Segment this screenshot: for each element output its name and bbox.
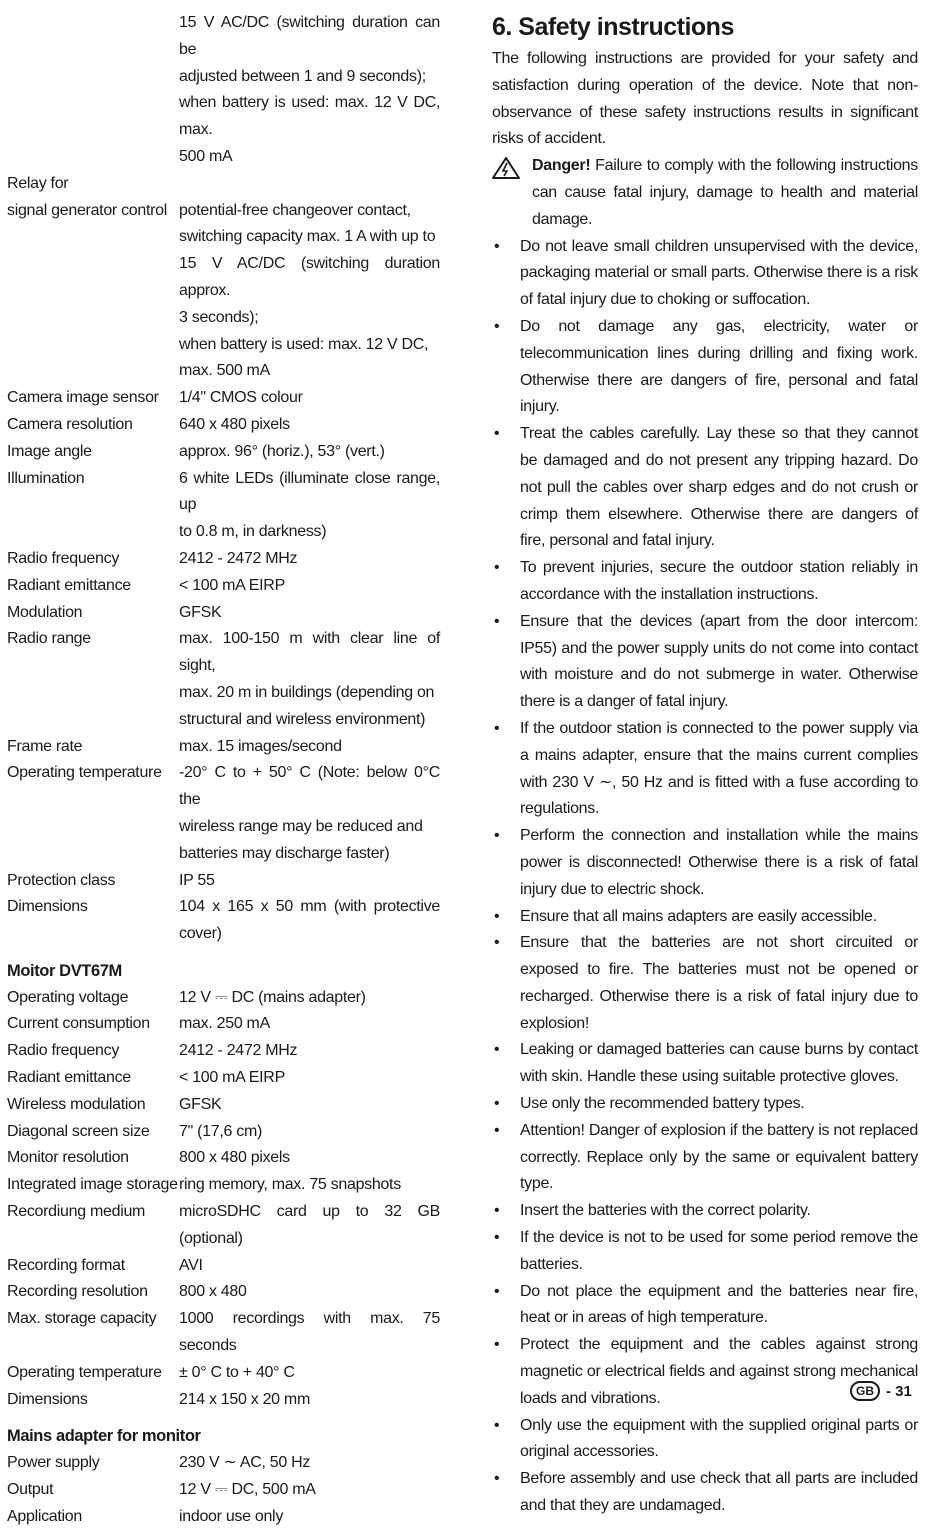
spec-label: Radio frequency [7,549,120,567]
spec-value [179,1065,440,1092]
monitor-specs [7,985,440,1414]
spec-row [7,600,440,627]
list-item-text: Do not place the equipment and the batteries near fire, heat or in areas of high temperature. [520,1282,918,1327]
spec-value-line: < 100 mA EIRP [179,1069,285,1087]
spec-label: Radiant emittance [7,1069,131,1087]
spec-label: Recording format [7,1256,125,1274]
spec-row [7,1199,440,1253]
list-item-text: Do not damage any gas, electricity, water or telecommunication lines during drilling and fixing work. Otherwise there are dangers of fire, personal and fatal injury. [520,317,918,416]
list-item-text: If the device is not to be used for some period remove the batteries. [520,1229,918,1273]
list-item [492,823,918,903]
spec-value-line: ring memory, max. 75 snapshots [179,1176,401,1194]
spec-value-line: IP 55 [179,871,215,889]
spec-value-line: 7" (17,6 cm) [179,1122,262,1140]
spec-value [179,466,440,546]
list-item [492,234,918,314]
spec-value-line: max. 100-150 m with clear line of sight, [179,630,440,675]
list-item-text: Perform the connection and installation while the mains power is disconnected! Otherwise there is a risk of fatal injury due to electric shock. [520,827,918,898]
bullet-icon: • [494,907,500,925]
list-item-text: Insert the batteries with the correct polarity. [520,1202,811,1220]
technical-data-column [7,10,440,1531]
language-badge: GB [850,1381,880,1401]
spec-value-line: max. 20 m in buildings (depending on [179,683,435,701]
intro-paragraph: The following instructions are provided for your safety and satisfaction during operation of the device. Note that non-observance of these safety instructions results in significant risks of accident. [492,50,918,148]
spec-value-line: -20° C to + 50° C (Note: below 0°C the [179,764,440,809]
bullet-icon: • [494,237,500,255]
spec-value [179,1279,440,1306]
spec-value-line: indoor use only [179,1507,284,1525]
spec-value-line: 500 mA [179,147,233,165]
spec-row [7,868,440,895]
bullet-icon: • [494,1202,500,1220]
list-item [492,1037,918,1091]
warning-triangle-icon [492,153,532,233]
bullet-icon: • [494,1041,500,1059]
spec-value-line: 2412 - 2472 MHz [179,549,298,567]
list-item-text: Do not leave small children unsupervised with the device, packaging material or small parts. Otherwise there is a risk of fatal injury due to choking or suffocation. [520,237,918,309]
spec-value [179,1387,440,1414]
spec-label: Max. storage capacity [7,1310,157,1328]
spec-row [7,1119,440,1146]
spec-row [7,171,440,198]
spec-row [7,1306,440,1360]
list-item-text: Only use the equipment with the supplied original parts or original accessories. [520,1416,918,1461]
spec-value [179,734,440,761]
list-item [492,609,918,716]
spec-value [179,1477,440,1504]
spec-value-line: 3 seconds); [179,308,259,326]
spec-value-line: AVI [179,1256,203,1274]
spec-value-line: batteries may discharge faster) [179,844,390,862]
list-item [492,1225,918,1279]
spec-value-line: GFSK [179,603,222,621]
spec-label: Illumination [7,469,85,487]
spec-value-line: when battery is used: max. 12 V DC, max. [179,94,440,139]
spec-label [7,10,179,171]
list-item [492,716,918,823]
spec-row [7,1279,440,1306]
spec-value-line: 1000 recordings with max. 75 seconds [179,1310,440,1355]
spec-value [179,10,440,171]
spec-value [179,760,440,867]
spec-value [179,385,440,412]
spec-value-line: 800 x 480 pixels [179,1149,290,1167]
spec-label: Camera image sensor [7,389,159,407]
spec-label: Monitor resolution [7,1149,129,1167]
spec-value [179,1253,440,1280]
list-item [492,421,918,555]
spec-value [179,985,440,1012]
list-item [492,1118,918,1198]
spec-row [7,1387,440,1414]
spec-value-line: microSDHC card up to 32 GB (optional) [179,1203,440,1247]
list-item [492,1466,918,1520]
spec-value [179,626,440,733]
spec-label: Operating voltage [7,988,129,1006]
spec-label: Radiant emittance [7,576,131,594]
spec-value-line: 2412 - 2472 MHz [179,1042,298,1060]
spec-value [179,1306,440,1360]
spec-label: Protection class [7,871,116,889]
spec-label: Integrated image storage [7,1176,178,1194]
danger-label: Danger! [532,157,591,175]
spec-value-line: 15 V AC/DC (switching duration approx. [179,255,440,299]
monitor-heading: Moitor DVT67M [7,961,122,980]
spec-value-line: switching capacity max. 1 A with up to [179,228,436,246]
spec-label: Dimensions [7,1390,88,1408]
spec-label: Recording resolution [7,1283,148,1301]
bullet-icon: • [494,719,500,737]
spec-value-line: adjusted between 1 and 9 seconds); [179,67,426,85]
spec-value [179,1119,440,1146]
bullet-icon: • [494,559,500,577]
danger-notice [492,153,918,233]
spec-value-line: when battery is used: max. 12 V DC, [179,335,429,353]
spec-label: Frame rate [7,737,83,755]
spec-value-line: 6 white LEDs (illuminate close range, up [179,469,440,514]
spec-row [7,1011,440,1038]
bullet-icon: • [494,612,500,630]
spec-label: signal generator control [7,201,168,219]
spec-row [7,1065,440,1092]
spec-label: Camera resolution [7,415,133,433]
spec-value [179,1145,440,1172]
spec-value [179,894,440,948]
spec-value-line: 230 V ∼ AC, 50 Hz [179,1454,311,1472]
spec-label: Application [7,1507,82,1525]
spec-value-line: 104 x 165 x 50 mm (with protective cover) [179,898,440,943]
spec-label: Operating temperature [7,764,162,782]
list-item-text: Treat the cables carefully. Lay these so that they cannot be damaged and do not present any tripping hazard. Do not pull the cables over sharp edges and do not crush or crimp them elsewhere. Otherwise there are dangers of fire, personal and fatal injury. [520,425,918,550]
spec-value [179,1504,440,1531]
spec-value-line: 640 x 480 pixels [179,415,290,433]
list-item-text: Ensure that all mains adapters are easily accessible. [520,907,877,925]
list-item [492,1413,918,1467]
spec-label: Radio range [7,630,91,648]
page-footer [850,1381,912,1401]
spec-label: Operating temperature [7,1363,162,1381]
bullet-icon: • [494,425,500,443]
bullet-icon: • [494,1282,500,1300]
list-item-text: To prevent injuries, secure the outdoor station reliably in accordance with the installation instructions. [520,559,918,603]
list-item-text: If the outdoor station is connected to the power supply via a mains adapter, ensure that the mains current complies with 230 V ∼, 50 Hz and is fitted with a fuse according to regulations. [520,719,918,818]
spec-row [7,385,440,412]
spec-row [7,1145,440,1172]
spec-row [7,546,440,573]
spec-label: Power supply [7,1454,100,1472]
spec-value [179,439,440,466]
spec-label: Recordiung medium [7,1203,146,1221]
spec-row [7,412,440,439]
list-item-text: Ensure that the batteries are not short circuited or exposed to fire. The batteries must not be opened or recharged. Otherwise there is a risk of fatal injury due to explosion! [520,934,918,1032]
list-item [492,904,918,931]
spec-value [179,1172,440,1199]
spec-row [7,626,440,733]
bullet-icon: • [494,317,500,335]
spec-value-line: to 0.8 m, in darkness) [179,523,327,541]
spec-value-line: approx. 96° (horiz.), 53° (vert.) [179,442,385,460]
list-item-text: Use only the recommended battery types. [520,1095,805,1113]
bullet-icon: • [494,827,500,845]
spec-value-line: max. 250 mA [179,1015,270,1033]
spec-label: Wireless modulation [7,1095,146,1113]
spec-value [179,573,440,600]
spec-label: Diagonal screen size [7,1122,150,1140]
spec-row [7,198,440,386]
spec-value-line: wireless range may be reduced and [179,817,423,835]
adapter-heading: Mains adapter for monitor [7,1427,201,1446]
spec-row [7,573,440,600]
list-item-text: Before assembly and use check that all parts are included and that they are undamaged. [520,1470,918,1515]
spec-row [7,985,440,1012]
spec-value [179,1011,440,1038]
list-item [492,1198,918,1225]
spec-row [7,1450,440,1477]
spec-row [7,1360,440,1387]
bullet-icon: • [494,1336,500,1354]
spec-value [179,600,440,627]
spec-value-line: ± 0° C to + 40° C [179,1363,295,1381]
spec-row [7,1504,440,1531]
spec-row [7,1092,440,1119]
spec-value-line: max. 15 images/second [179,737,342,755]
list-item-text: Attention! Danger of explosion if the battery is not replaced correctly. Replace only by the same or equivalent battery type. [520,1121,918,1193]
danger-text [532,153,918,233]
spec-value [179,198,440,386]
spec-value [179,546,440,573]
spec-label: Radio frequency [7,1042,120,1060]
spec-value-line: 800 x 480 [179,1283,247,1301]
spec-value-line: max. 500 mA [179,362,270,380]
list-item [492,930,918,1037]
spec-value-line: potential-free changeover contact, [179,201,411,219]
spec-value [179,1092,440,1119]
spec-value-line: 12 V ⎓ DC, 500 mA [179,1481,316,1499]
spec-row [7,1172,440,1199]
spec-value [179,1199,440,1253]
adapter-specs [7,1450,440,1530]
spec-value [179,171,440,198]
bullet-icon: • [494,1470,500,1488]
list-item [492,1279,918,1333]
list-item-text: Protect the equipment and the cables against strong magnetic or electrical fields and against strong mechanical loads and vibrations. [520,1336,918,1407]
bullet-icon: • [494,1121,500,1139]
list-item-text: Ensure that the devices (apart from the door intercom: IP55) and the power supply units do not come into contact with moisture and do not submerge in water. Otherwise there is a danger of fatal injury. [520,612,918,711]
spec-value [179,868,440,895]
spec-row [7,439,440,466]
spec-label: Dimensions [7,898,88,916]
spec-row [7,760,440,867]
bullet-icon: • [494,1416,500,1434]
spec-value-line: < 100 mA EIRP [179,576,285,594]
spec-label: Modulation [7,603,83,621]
spec-value [179,1038,440,1065]
spec-value-line: structural and wireless environment) [179,710,426,728]
section-title: 6. Safety instructions [492,13,734,41]
spec-row [7,466,440,546]
safety-list [492,234,918,1520]
list-item [492,314,918,421]
spec-value-line: 1/4" CMOS colour [179,389,303,407]
spec-row [7,10,440,171]
spec-value [179,1450,440,1477]
spec-label: Relay for [7,174,69,192]
outdoor-station-specs [7,10,440,948]
list-item-text: Leaking or damaged batteries can cause burns by contact with skin. Handle these using suitable protective gloves. [520,1041,918,1086]
spec-row [7,734,440,761]
bullet-icon: • [494,934,500,952]
spec-row [7,1253,440,1280]
danger-body: Failure to comply with the following instructions can cause fatal injury, damage to health and material damage. [532,157,918,228]
spec-row [7,894,440,948]
spec-label: Current consumption [7,1015,150,1033]
spec-value-line: 214 x 150 x 20 mm [179,1390,310,1408]
spec-row [7,1477,440,1504]
page-number: - 31 [886,1382,912,1400]
spec-value-line: 12 V ⎓ DC (mains adapter) [179,988,366,1006]
list-item [492,555,918,609]
spec-value-line: 15 V AC/DC (switching duration can be [179,14,440,58]
spec-value [179,1360,440,1387]
list-item [492,1091,918,1118]
bullet-icon: • [494,1229,500,1247]
bullet-icon: • [494,1095,500,1113]
spec-row [7,1038,440,1065]
spec-value [179,412,440,439]
spec-label: Image angle [7,442,92,460]
spec-label: Output [7,1481,54,1499]
safety-column [492,10,918,1520]
spec-value-line: GFSK [179,1095,222,1113]
